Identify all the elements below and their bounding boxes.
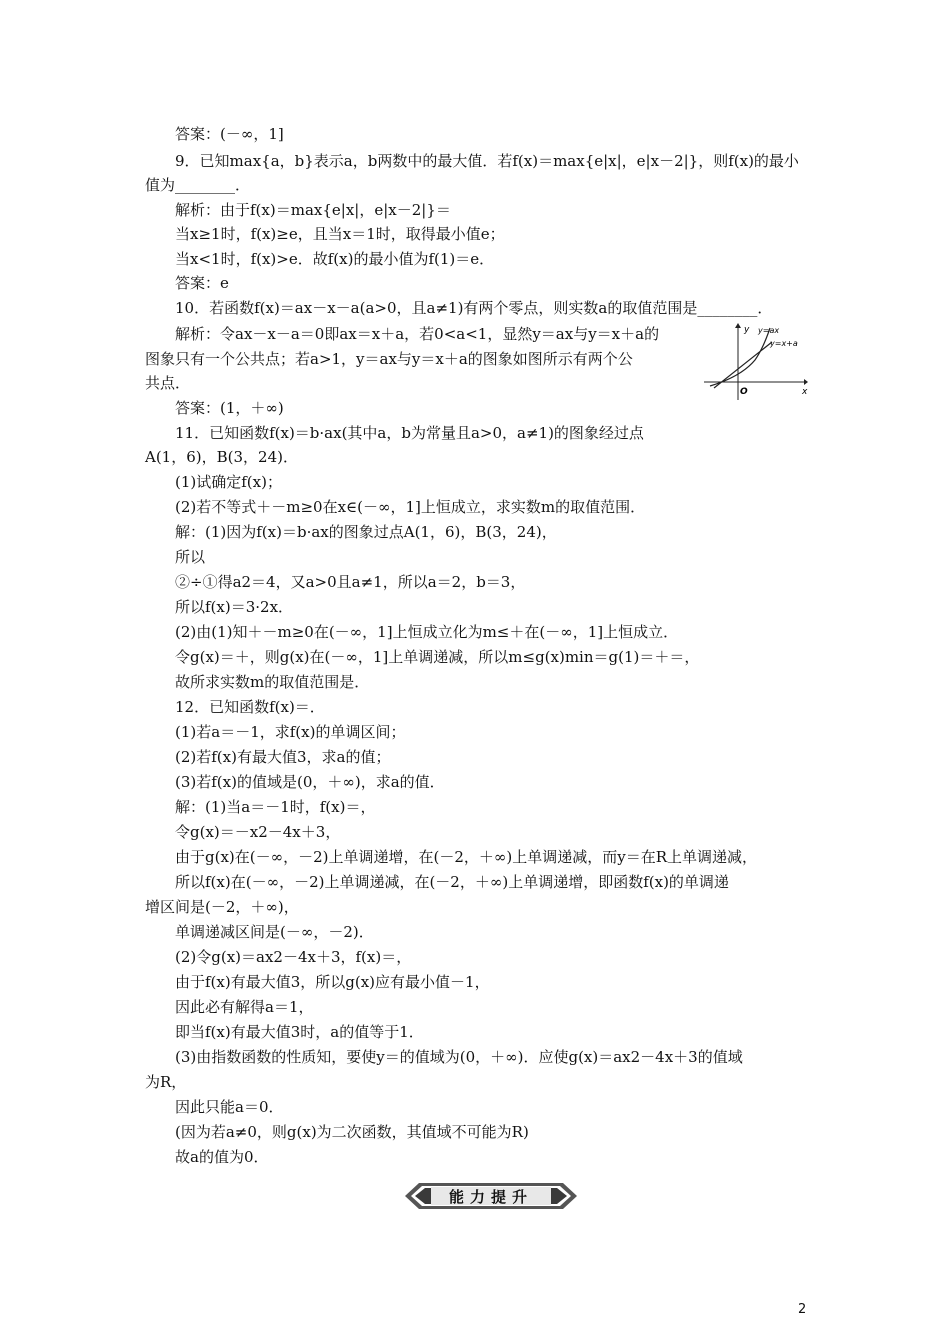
text-line: 故a的值为0． — [175, 1148, 269, 1166]
text-line: (1)若a＝－1，求f(x)的单调区间； — [175, 723, 406, 741]
text-line: (2)若不等式＋－m≥0在x∈(－∞，1]上恒成立，求实数m的取值范围． — [175, 498, 646, 516]
page-number: 2 — [798, 1302, 807, 1317]
text-line: 解析：令ax－x－a＝0即ax＝x＋a，若0<a<1，显然y＝ax与y＝x＋a的 — [175, 325, 660, 343]
y-label: y — [744, 325, 750, 335]
text-line: (3)由指数函数的性质知，要使y＝的值域为(0，＋∞)．应使g(x)＝ax2－4x＋3的值域 — [175, 1048, 743, 1066]
x-axis-arrow-icon — [804, 379, 808, 385]
section-banner — [405, 1181, 577, 1211]
text-line: 令g(x)＝＋，则g(x)在(－∞，1]上单调递减，所以m≤g(x)min＝g(1)＝＋＝， — [175, 648, 700, 666]
text-line: (因为若a≠0，则g(x)为二次函数，其值域不可能为R) — [175, 1123, 529, 1141]
text-line: 所以f(x)在(－∞，－2)上单调递减，在(－2，＋∞)上单调递增，即函数f(x)的单调递 — [175, 873, 729, 891]
text-line: 所以 — [175, 548, 206, 566]
text-line: 所以f(x)＝3·2x． — [175, 598, 294, 616]
text-line: (3)若f(x)的值域是(0，＋∞)，求a的值． — [175, 773, 445, 791]
text-line: 增区间是(－2，＋∞)， — [145, 898, 299, 916]
text-line: 单调递减区间是(－∞，－2)． — [175, 923, 374, 941]
text-line: 答案：(1，＋∞) — [175, 399, 284, 417]
text-line: 图象只有一个公共点；若a>1，y＝ax与y＝x＋a的图象如图所示有两个公 — [145, 350, 633, 368]
text-line: (2)若f(x)有最大值3，求a的值； — [175, 748, 391, 766]
text-line: ②÷①得a2＝4，又a>0且a≠1，所以a＝2，b＝3， — [175, 573, 526, 591]
text-line: (2)令g(x)＝ax2－4x＋3，f(x)＝， — [175, 948, 412, 966]
text-line: A(1，6)，B(3，24)． — [145, 448, 298, 466]
curve2-label: y=x+a — [770, 339, 798, 348]
text-line: 11．已知函数f(x)＝b·ax(其中a，b为常量且a>0，a≠1)的图象经过点 — [175, 424, 644, 442]
text-line: 令g(x)＝－x2－4x＋3， — [175, 823, 341, 841]
text-line: 由于g(x)在(－∞，－2)上单调递增，在(－2，＋∞)上单调递减，而y＝在R上单调递减， — [175, 848, 758, 866]
text-line: 答案：e — [175, 274, 229, 292]
text-line: 值为________． — [145, 176, 251, 194]
text-line: 答案：(－∞，1] — [175, 125, 284, 143]
text-line: 10．若函数f(x)＝ax－x－a(a>0，且a≠1)有两个零点，则实数a的取值范围是________． — [175, 299, 773, 317]
text-line: (2)由(1)知＋－m≥0在(－∞，1]上恒成立化为m≤＋在(－∞，1]上恒成立． — [175, 623, 679, 641]
text-line: 当x<1时，f(x)>e．故f(x)的最小值为f(1)＝e． — [175, 250, 495, 268]
text-line: 解：(1)因为f(x)＝b·ax的图象过点A(1，6)，B(3，24)， — [175, 523, 557, 541]
text-line: 9．已知max{a，b}表示a，b两数中的最大值．若f(x)＝max{e|x|，e|x－2|}，则f(x)的最小 — [175, 152, 799, 170]
text-line: 即当f(x)有最大值3时，a的值等于1． — [175, 1023, 424, 1041]
text-line: 因此必有解得a＝1， — [175, 998, 314, 1016]
text-line: 12．已知函数f(x)＝． — [175, 698, 325, 716]
text-line: 当x≥1时，f(x)≥e，且当x＝1时，取得最小值e； — [175, 225, 505, 243]
y-axis-arrow-icon — [735, 323, 741, 328]
text-line: 解：(1)当a＝－1时，f(x)＝， — [175, 798, 376, 816]
banner-title: 能力提升 — [448, 1188, 534, 1206]
text-line: 故所求实数m的取值范围是． — [175, 673, 370, 691]
linear-line — [714, 342, 772, 388]
text-line: (1)试确定f(x)； — [175, 473, 282, 491]
origin-label: O — [740, 387, 748, 397]
exponential-curve — [710, 328, 770, 386]
x-label: x — [802, 387, 808, 397]
curve1-label: y=ax — [758, 326, 780, 335]
text-line: 由于f(x)有最大值3，所以g(x)应有最小值－1， — [175, 973, 490, 991]
text-line: 共点． — [145, 374, 191, 392]
function-graph — [700, 322, 810, 402]
text-line: 因此只能a＝0． — [175, 1098, 284, 1116]
text-line: 为R， — [145, 1073, 187, 1091]
text-line: 解析：由于f(x)＝max{e|x|，e|x－2|}＝ — [175, 201, 451, 219]
